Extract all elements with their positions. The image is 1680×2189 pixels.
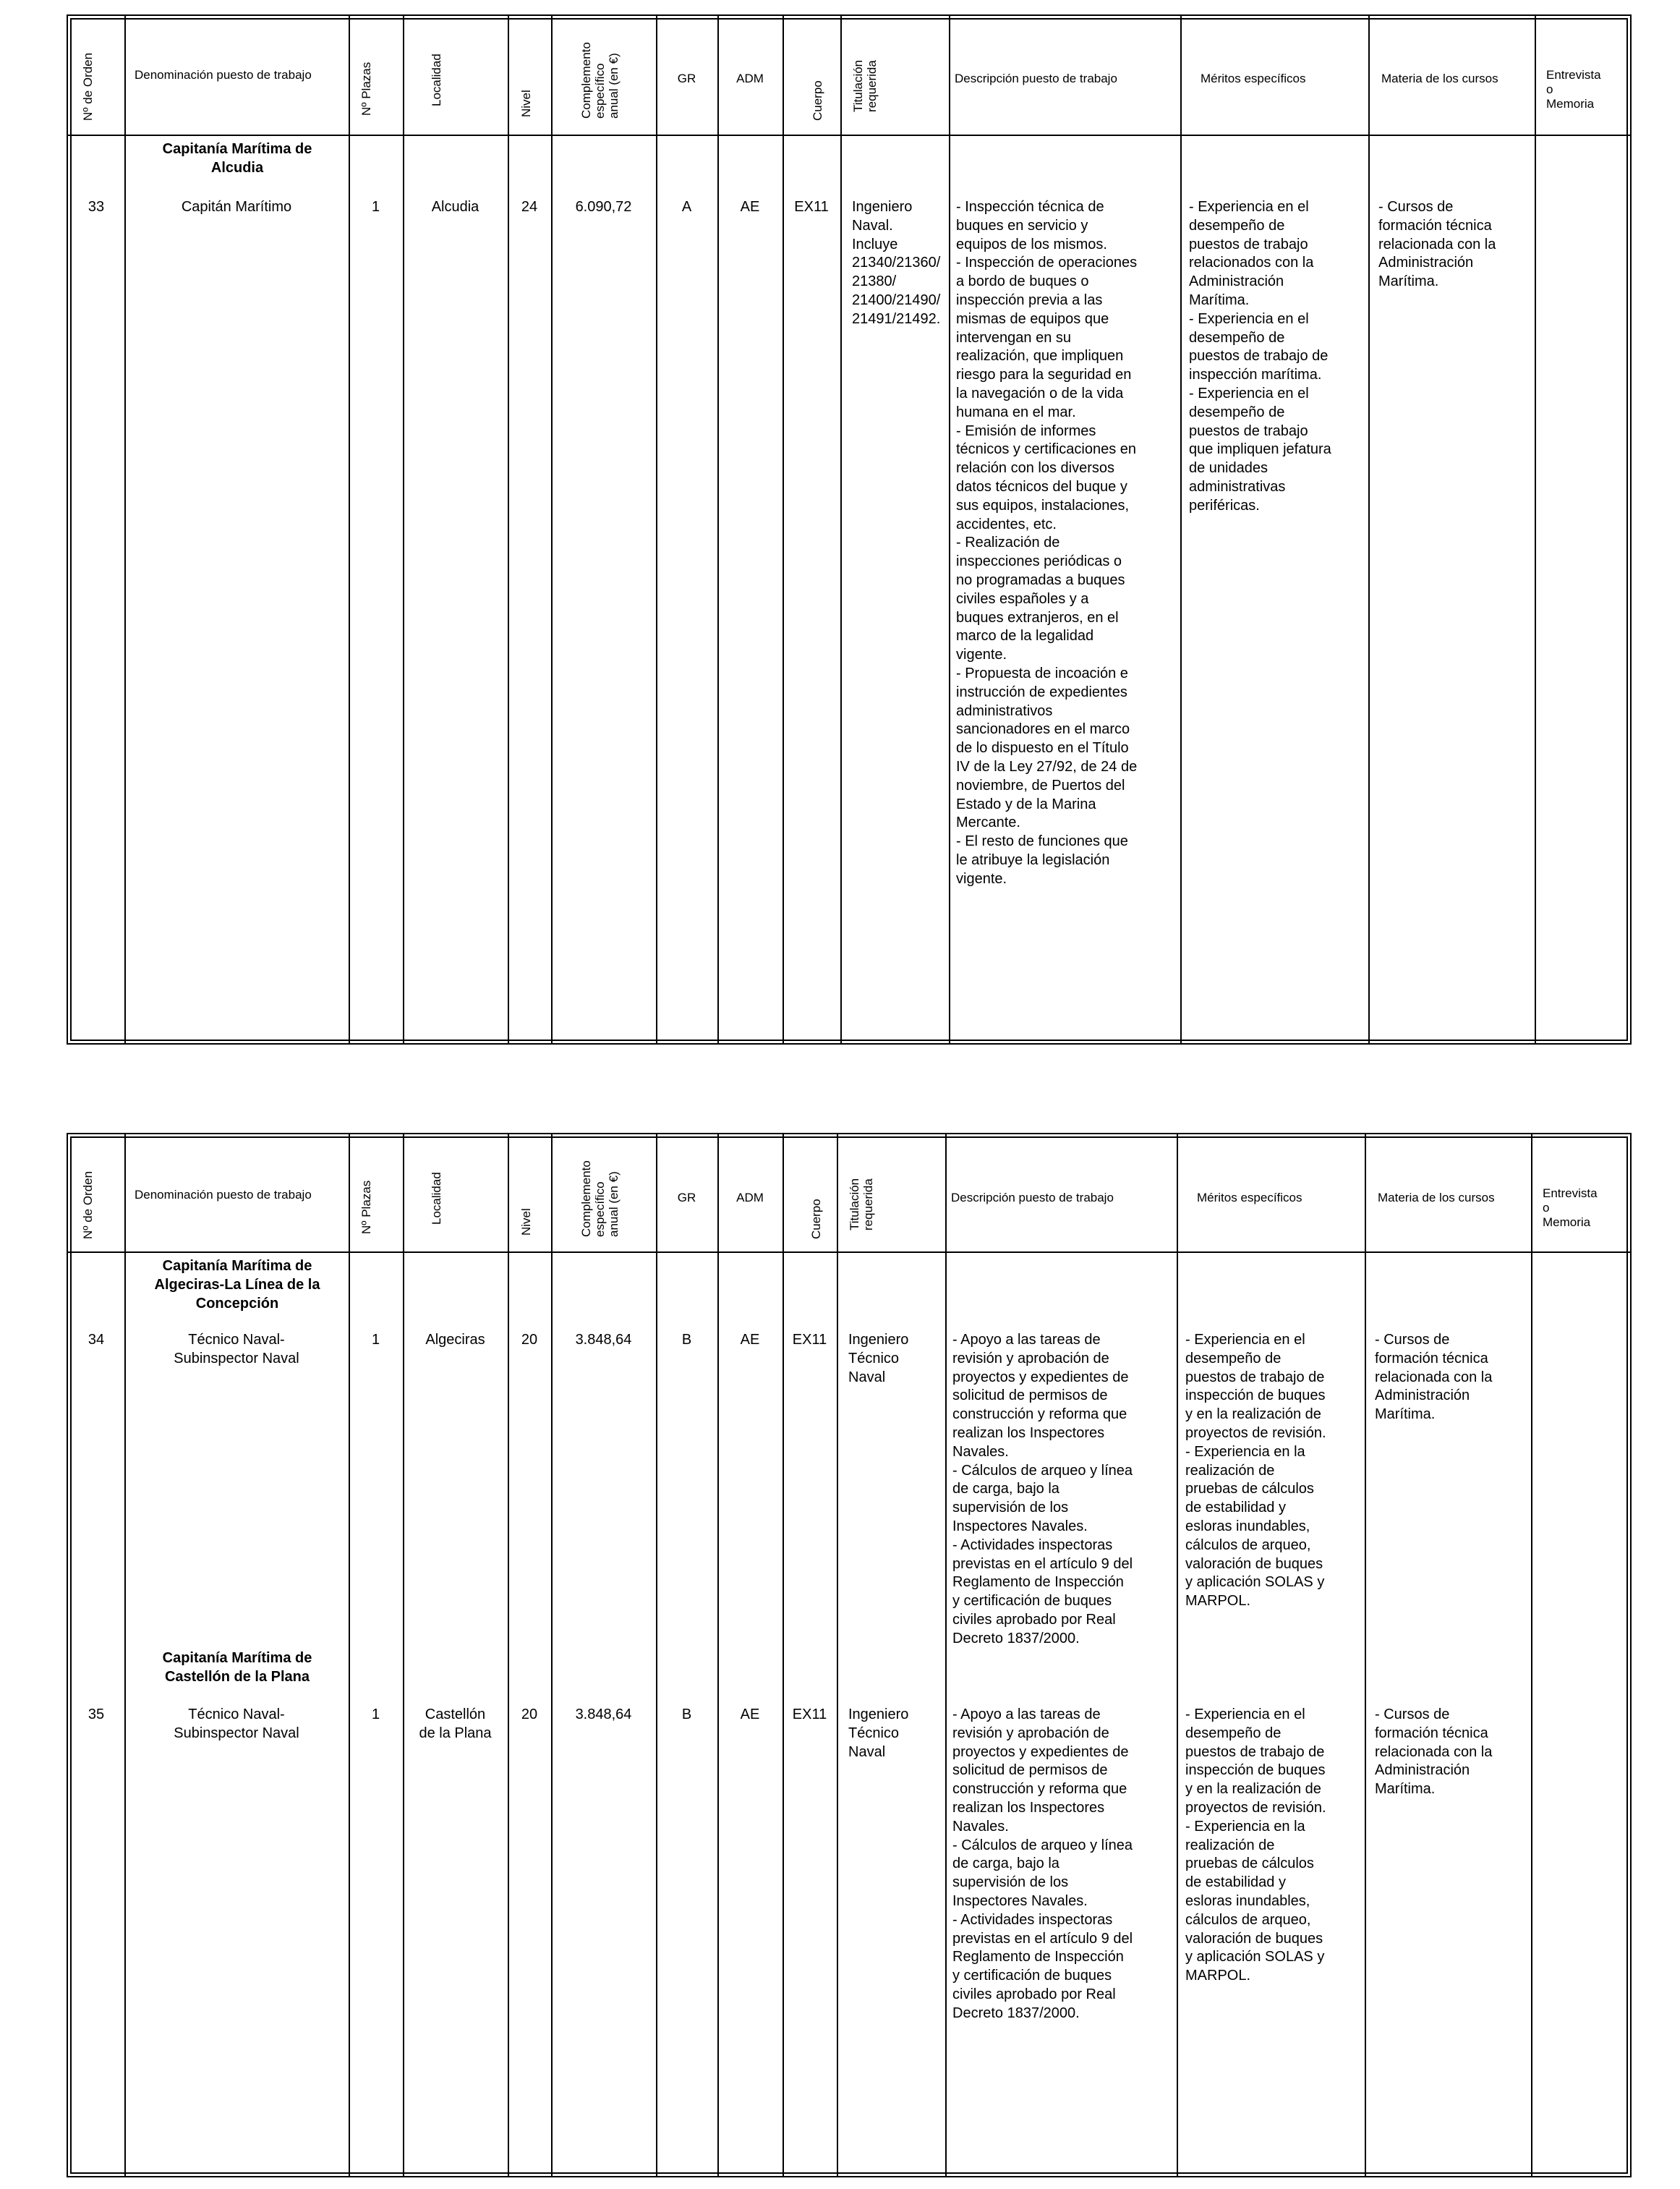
row-descripcion-line: - Apoyo a las tareas de	[952, 1332, 1101, 1348]
row-descripcion-line: intervengan en su	[956, 329, 1072, 346]
row-descripcion-line: proyectos y expedientes de	[952, 1369, 1129, 1385]
header-materia: Materia de los cursos	[1378, 1191, 1495, 1204]
row-materia-line: - Cursos de	[1378, 199, 1454, 215]
row-localidad-line: Castellón	[425, 1706, 486, 1722]
row-denominacion-line: Capitán Marítimo	[181, 199, 292, 215]
section-title-line: Castellón de la Plana	[164, 1668, 310, 1685]
header-localidad: Localidad	[430, 54, 443, 106]
row-cuerpo: EX11	[794, 199, 829, 215]
header-nivel: Nivel	[519, 1208, 533, 1236]
row-titulacion-line: Ingeniero	[848, 1706, 909, 1722]
row-materia-line: Marítima.	[1375, 1781, 1436, 1798]
row-descripcion-line: mismas de equipos que	[956, 310, 1109, 327]
row-denominacion-line: Subinspector Naval	[174, 1350, 299, 1366]
row-meritos-line: valoración de buques	[1185, 1930, 1323, 1947]
row-titulacion-line: 21340/21360/	[852, 255, 941, 271]
row-meritos-line: pruebas de cálculos	[1185, 1856, 1314, 1872]
row-meritos-line: y aplicación SOLAS y	[1185, 1949, 1325, 1965]
header-cuerpo: Cuerpo	[811, 80, 824, 121]
row-meritos-line: desempeño de	[1189, 329, 1285, 346]
row-descripcion-line: vigente.	[956, 647, 1007, 663]
row-descripcion-line: Mercante.	[956, 815, 1020, 831]
column-divider	[1531, 1134, 1532, 2176]
row-descripcion-line: realización, que impliquen	[956, 348, 1124, 365]
header-entrevista-line: o	[1546, 82, 1553, 96]
row-meritos	[1185, 1706, 1363, 1986]
row-descripcion-line: sancionadores en el marco	[956, 721, 1130, 738]
row-descripcion-line: de carga, bajo la	[952, 1481, 1059, 1497]
row-descripcion-line: - Inspección técnica de	[956, 199, 1104, 215]
header-complemento-line: específico	[593, 63, 607, 119]
row-descripcion-line: de carga, bajo la	[952, 1856, 1059, 1872]
row-descripcion-line: - Cálculos de arqueo y línea	[952, 1837, 1133, 1853]
row-meritos-line: periféricas.	[1189, 497, 1260, 514]
header-complemento	[579, 1160, 621, 1237]
header-descripcion: Descripción puesto de trabajo	[955, 72, 1117, 85]
row-denominacion-line: Técnico Naval-	[188, 1706, 285, 1722]
row-meritos-line: inspección marítima.	[1189, 367, 1322, 383]
column-divider	[349, 1134, 350, 2176]
row-localidad	[403, 198, 508, 217]
row-localidad	[403, 1706, 508, 1743]
row-descripcion-line: equipos de los mismos.	[956, 236, 1107, 252]
header-meritos: Méritos específicos	[1197, 1191, 1302, 1204]
column-divider	[717, 16, 719, 1043]
column-divider	[1365, 1134, 1366, 2176]
row-meritos-line: cálculos de arqueo,	[1185, 1536, 1311, 1553]
row-descripcion-line: - Actividades inspectoras	[952, 1911, 1113, 1928]
row-materia-line: Administración	[1375, 1387, 1470, 1404]
row-descripcion-line: Navales.	[952, 1443, 1009, 1460]
row-materia	[1375, 1706, 1530, 1799]
row-materia	[1378, 198, 1533, 292]
row-complemento: 3.848,64	[575, 1332, 632, 1348]
row-meritos-line: cálculos de arqueo,	[1185, 1911, 1311, 1928]
row-meritos-line: de estabilidad y	[1185, 1874, 1286, 1891]
header-titulacion-line: requerida	[861, 1178, 875, 1230]
row-descripcion-line: construcción y reforma que	[952, 1781, 1127, 1798]
column-divider	[717, 1134, 719, 2176]
row-localidad	[403, 1331, 508, 1350]
row-descripcion-line: construcción y reforma que	[952, 1406, 1127, 1423]
header-adm: ADM	[736, 1191, 764, 1204]
row-descripcion-line: - Inspección de operaciones	[956, 255, 1138, 271]
column-divider	[349, 16, 350, 1043]
section-title	[129, 1649, 346, 1687]
row-descripcion-line: riesgo para la seguridad en	[956, 367, 1132, 383]
row-adm: AE	[740, 1332, 760, 1348]
row-descripcion-line: Inspectores Navales.	[952, 1892, 1088, 1909]
row-descripcion-line: - Emisión de informes	[956, 422, 1096, 439]
row-meritos-line: y en la realización de	[1185, 1781, 1321, 1798]
row-descripcion-line: - Actividades inspectoras	[952, 1536, 1113, 1553]
row-descripcion-line: buques extranjeros, en el	[956, 609, 1119, 626]
row-descripcion-line: relación con los diversos	[956, 460, 1114, 477]
column-divider	[403, 1134, 404, 2176]
row-materia-line: formación técnica	[1375, 1725, 1488, 1741]
row-materia-line: Administración	[1378, 255, 1474, 271]
vacancy-table-2	[67, 1133, 1632, 2177]
row-descripcion-line: solicitud de permisos de	[952, 1387, 1108, 1404]
column-divider	[551, 16, 553, 1043]
row-titulacion-line: Naval	[848, 1743, 886, 1760]
row-denominacion-line: Subinspector Naval	[174, 1725, 299, 1741]
row-meritos-line: de unidades	[1189, 460, 1268, 477]
row-descripcion-line: le atribuye la legislación	[956, 851, 1110, 868]
column-divider	[403, 16, 404, 1043]
row-meritos-line: - Experiencia en el	[1189, 310, 1309, 327]
row-denominacion-line: Técnico Naval-	[188, 1332, 285, 1348]
row-titulacion-line: 21400/21490/	[852, 292, 941, 308]
row-materia-line: relacionada con la	[1375, 1743, 1493, 1760]
row-meritos-line: esloras inundables,	[1185, 1518, 1310, 1534]
column-divider	[783, 1134, 784, 2176]
row-descripcion-line: - Apoyo a las tareas de	[952, 1706, 1101, 1722]
header-entrevista	[1543, 1186, 1622, 1230]
header-complemento	[579, 42, 621, 119]
row-meritos-line: - Experiencia en el	[1189, 385, 1309, 401]
row-titulacion	[848, 1331, 945, 1387]
column-divider	[949, 16, 950, 1043]
row-meritos-line: MARPOL.	[1185, 1593, 1251, 1610]
row-meritos	[1189, 198, 1367, 516]
row-materia-line: formación técnica	[1378, 217, 1492, 234]
section-title	[129, 140, 346, 178]
section-title	[129, 1257, 346, 1313]
row-meritos-line: proyectos de revisión.	[1185, 1799, 1326, 1816]
column-divider	[551, 1134, 553, 2176]
row-descripcion-line: accidentes, etc.	[956, 516, 1057, 532]
row-nivel: 24	[521, 199, 538, 215]
row-nivel: 20	[521, 1332, 538, 1348]
row-descripcion-line: solicitud de permisos de	[952, 1762, 1108, 1779]
header-entrevista-line: Memoria	[1543, 1215, 1591, 1229]
row-descripcion-line: instrucción de expedientes	[956, 684, 1127, 700]
row-descripcion-line: inspecciones periódicas o	[956, 553, 1122, 570]
row-gr: B	[681, 1706, 692, 1722]
row-materia-line: - Cursos de	[1375, 1706, 1450, 1722]
row-meritos-line: administrativas	[1189, 478, 1286, 495]
section-title-line: Concepción	[195, 1295, 279, 1312]
header-cuerpo: Cuerpo	[809, 1199, 823, 1239]
column-divider	[840, 16, 842, 1043]
row-descripcion-line: Estado y de la Marina	[956, 796, 1096, 812]
row-meritos-line: Marítima.	[1189, 292, 1250, 308]
column-divider	[1535, 16, 1536, 1043]
row-plazas: 1	[371, 199, 380, 215]
row-titulacion-line: 21491/21492.	[852, 310, 941, 327]
column-divider	[837, 1134, 838, 2176]
header-divider	[68, 135, 1630, 136]
header-localidad: Localidad	[430, 1172, 443, 1225]
row-materia-line: - Cursos de	[1375, 1332, 1450, 1348]
column-divider	[508, 16, 509, 1043]
row-descripcion-line: marco de la legalidad	[956, 628, 1094, 645]
row-descripcion	[952, 1706, 1175, 2023]
row-descripcion-line: y certificación de buques	[952, 1593, 1112, 1610]
row-meritos-line: inspección de buques	[1185, 1387, 1326, 1404]
row-titulacion-line: Ingeniero	[848, 1332, 909, 1348]
header-denominacion: Denominación puesto de trabajo	[135, 68, 312, 82]
row-titulacion-line: Técnico	[848, 1350, 900, 1366]
header-complemento-line: anual (en €)	[607, 53, 621, 119]
row-titulacion-line: Técnico	[848, 1725, 900, 1741]
row-titulacion-line: Incluye	[852, 236, 898, 252]
row-materia-line: formación técnica	[1375, 1350, 1488, 1366]
row-meritos-line: y aplicación SOLAS y	[1185, 1574, 1325, 1591]
row-meritos-line: desempeño de	[1185, 1725, 1282, 1741]
header-descripcion: Descripción puesto de trabajo	[951, 1191, 1114, 1204]
section-title-line: Alcudia	[210, 159, 264, 176]
row-descripcion-line: realizan los Inspectores	[952, 1424, 1105, 1441]
row-meritos-line: de estabilidad y	[1185, 1500, 1286, 1516]
header-plazas: Nº Plazas	[359, 1180, 373, 1234]
row-orden: 33	[88, 199, 105, 215]
header-complemento-line: anual (en €)	[607, 1171, 621, 1237]
row-descripcion-line: sus equipos, instalaciones,	[956, 497, 1130, 514]
header-titulacion	[851, 60, 879, 112]
row-descripcion-line: datos técnicos del buque y	[956, 478, 1127, 495]
row-descripcion-line: - El resto de funciones que	[956, 833, 1128, 850]
header-entrevista-line: Entrevista	[1543, 1186, 1598, 1200]
column-divider	[656, 16, 657, 1043]
row-descripcion-line: de lo dispuesto en el Título	[956, 740, 1129, 757]
row-descripcion	[956, 198, 1179, 888]
header-titulacion-line: Titulación	[851, 59, 865, 112]
row-meritos-line: - Experiencia en el	[1185, 1332, 1305, 1348]
row-materia-line: relacionada con la	[1378, 236, 1496, 252]
column-divider	[945, 1134, 947, 2176]
header-orden: Nº de Orden	[81, 52, 95, 121]
row-plazas: 1	[371, 1332, 380, 1348]
row-meritos-line: pruebas de cálculos	[1185, 1481, 1314, 1497]
row-descripcion-line: a bordo de buques o	[956, 273, 1089, 290]
row-descripcion-line: previstas en el artículo 9 del	[952, 1555, 1133, 1572]
row-adm: AE	[740, 1706, 760, 1722]
row-descripcion-line: Decreto 1837/2000.	[952, 2005, 1080, 2021]
row-descripcion-line: técnicos y certificaciones en	[956, 441, 1137, 458]
row-denominacion	[124, 1706, 349, 1743]
row-denominacion	[124, 1331, 349, 1369]
row-meritos-line: Administración	[1189, 273, 1284, 290]
row-titulacion-line: Ingeniero	[852, 199, 913, 215]
row-meritos-line: desempeño de	[1189, 404, 1285, 420]
row-meritos-line: que impliquen jefatura	[1189, 441, 1331, 458]
row-denominacion	[124, 198, 349, 217]
section-title-line: Capitanía Marítima de	[162, 1258, 312, 1274]
column-divider	[656, 1134, 657, 2176]
row-descripcion-line: buques en servicio y	[956, 217, 1088, 234]
row-meritos-line: relacionados con la	[1189, 255, 1314, 271]
row-meritos-line: realización de	[1185, 1462, 1275, 1479]
header-titulacion-line: Titulación	[848, 1178, 861, 1230]
row-descripcion-line: IV de la Ley 27/92, de 24 de	[956, 758, 1138, 775]
row-meritos-line: - Experiencia en la	[1185, 1443, 1305, 1460]
row-descripcion-line: y certificación de buques	[952, 1968, 1112, 1984]
row-descripcion-line: realizan los Inspectores	[952, 1799, 1105, 1816]
row-localidad-line: Alcudia	[431, 199, 479, 215]
header-gr: GR	[677, 72, 696, 85]
row-meritos-line: puestos de trabajo	[1189, 422, 1308, 439]
row-localidad-line: de la Plana	[419, 1725, 492, 1741]
row-titulacion	[852, 198, 949, 329]
header-gr: GR	[677, 1191, 696, 1204]
column-divider	[783, 16, 784, 1043]
header-plazas: Nº Plazas	[359, 61, 373, 116]
row-descripcion-line: Inspectores Navales.	[952, 1518, 1088, 1534]
row-descripcion-line: - Cálculos de arqueo y línea	[952, 1462, 1133, 1479]
header-meritos: Méritos específicos	[1201, 72, 1306, 85]
row-descripcion-line: civiles aprobado por Real	[952, 1986, 1116, 2002]
row-titulacion-line: Naval.	[852, 217, 893, 234]
row-nivel: 20	[521, 1706, 538, 1722]
header-titulacion	[848, 1178, 875, 1230]
row-cuerpo: EX11	[792, 1332, 827, 1348]
row-descripcion-line: vigente.	[956, 870, 1007, 887]
row-descripcion-line: civiles españoles y a	[956, 590, 1089, 607]
row-gr: B	[681, 1332, 692, 1348]
header-orden: Nº de Orden	[81, 1170, 95, 1239]
row-meritos-line: desempeño de	[1189, 217, 1285, 234]
row-descripcion-line: - Propuesta de incoación e	[956, 665, 1128, 681]
row-descripcion-line: humana en el mar.	[956, 404, 1076, 420]
row-materia	[1375, 1331, 1530, 1424]
header-complemento-line: específico	[593, 1181, 607, 1237]
row-titulacion-line: Naval	[848, 1369, 886, 1385]
row-meritos-line: valoración de buques	[1185, 1555, 1323, 1572]
row-meritos-line: esloras inundables,	[1185, 1892, 1310, 1909]
row-meritos-line: inspección de buques	[1185, 1762, 1326, 1779]
row-descripcion-line: revisión y aprobación de	[952, 1350, 1109, 1366]
row-meritos-line: proyectos de revisión.	[1185, 1424, 1326, 1441]
row-descripcion-line: proyectos y expedientes de	[952, 1743, 1129, 1760]
row-localidad-line: Algeciras	[425, 1332, 485, 1348]
row-complemento: 3.848,64	[575, 1706, 632, 1722]
row-descripcion-line: administrativos	[956, 702, 1053, 719]
row-meritos-line: puestos de trabajo de	[1185, 1743, 1325, 1760]
row-meritos-line: realización de	[1185, 1837, 1275, 1853]
row-meritos-line: - Experiencia en el	[1189, 199, 1309, 215]
row-meritos-line: desempeño de	[1185, 1350, 1282, 1366]
row-descripcion-line: previstas en el artículo 9 del	[952, 1930, 1133, 1947]
header-titulacion-line: requerida	[865, 60, 879, 112]
column-divider	[508, 1134, 509, 2176]
row-materia-line: Marítima.	[1375, 1406, 1436, 1423]
row-meritos-line: MARPOL.	[1185, 1968, 1251, 1984]
row-descripcion-line: no programadas a buques	[956, 571, 1125, 588]
row-descripcion	[952, 1331, 1175, 1649]
row-descripcion-line: Reglamento de Inspección	[952, 1574, 1124, 1591]
row-plazas: 1	[371, 1706, 380, 1722]
vacancy-table-1	[67, 14, 1632, 1045]
row-descripcion-line: supervisión de los	[952, 1874, 1069, 1891]
row-meritos-line: - Experiencia en la	[1185, 1818, 1305, 1835]
header-entrevista	[1546, 68, 1626, 111]
row-descripcion-line: Reglamento de Inspección	[952, 1949, 1124, 1965]
column-divider	[124, 1134, 126, 2176]
row-materia-line: relacionada con la	[1375, 1369, 1493, 1385]
row-descripcion-line: Navales.	[952, 1818, 1009, 1835]
header-complemento-line: Complemento	[579, 42, 593, 119]
row-titulacion-line: 21380/	[852, 273, 897, 290]
section-title-line: Capitanía Marítima de	[162, 141, 312, 157]
row-orden: 35	[88, 1706, 105, 1722]
row-adm: AE	[740, 199, 760, 215]
row-materia-line: Marítima.	[1378, 273, 1439, 290]
column-divider	[1177, 1134, 1178, 2176]
row-descripcion-line: Decreto 1837/2000.	[952, 1630, 1080, 1646]
row-meritos-line: puestos de trabajo de	[1185, 1369, 1325, 1385]
row-orden: 34	[88, 1332, 105, 1348]
row-descripcion-line: supervisión de los	[952, 1500, 1069, 1516]
header-entrevista-line: Entrevista	[1546, 68, 1601, 82]
header-adm: ADM	[736, 72, 764, 85]
row-materia-line: Administración	[1375, 1762, 1470, 1779]
row-meritos-line: - Experiencia en el	[1185, 1706, 1305, 1722]
row-descripcion-line: la navegación o de la vida	[956, 385, 1124, 401]
row-descripcion-line: noviembre, de Puertos del	[956, 777, 1125, 794]
section-title-line: Algeciras-La Línea de la	[154, 1276, 320, 1293]
header-materia: Materia de los cursos	[1381, 72, 1498, 85]
row-descripcion-line: civiles aprobado por Real	[952, 1611, 1116, 1628]
section-title-line: Capitanía Marítima de	[162, 1650, 312, 1666]
row-meritos-line: puestos de trabajo de	[1189, 348, 1329, 365]
row-descripcion-line: revisión y aprobación de	[952, 1725, 1109, 1741]
column-divider	[1180, 16, 1182, 1043]
header-nivel: Nivel	[519, 90, 533, 117]
row-descripcion-line: inspección previa a las	[956, 292, 1103, 308]
header-complemento-line: Complemento	[579, 1160, 593, 1237]
row-descripcion-line: - Realización de	[956, 535, 1060, 551]
column-divider	[124, 16, 126, 1043]
row-titulacion	[848, 1706, 945, 1761]
row-meritos	[1185, 1331, 1363, 1611]
row-complemento: 6.090,72	[575, 199, 632, 215]
header-entrevista-line: Memoria	[1546, 97, 1595, 111]
header-divider	[68, 1251, 1630, 1253]
header-denominacion: Denominación puesto de trabajo	[135, 1188, 312, 1202]
row-meritos-line: puestos de trabajo	[1189, 236, 1308, 252]
row-gr: A	[681, 199, 692, 215]
row-meritos-line: y en la realización de	[1185, 1406, 1321, 1423]
header-entrevista-line: o	[1543, 1201, 1550, 1215]
column-divider	[1368, 16, 1370, 1043]
row-cuerpo: EX11	[792, 1706, 827, 1722]
